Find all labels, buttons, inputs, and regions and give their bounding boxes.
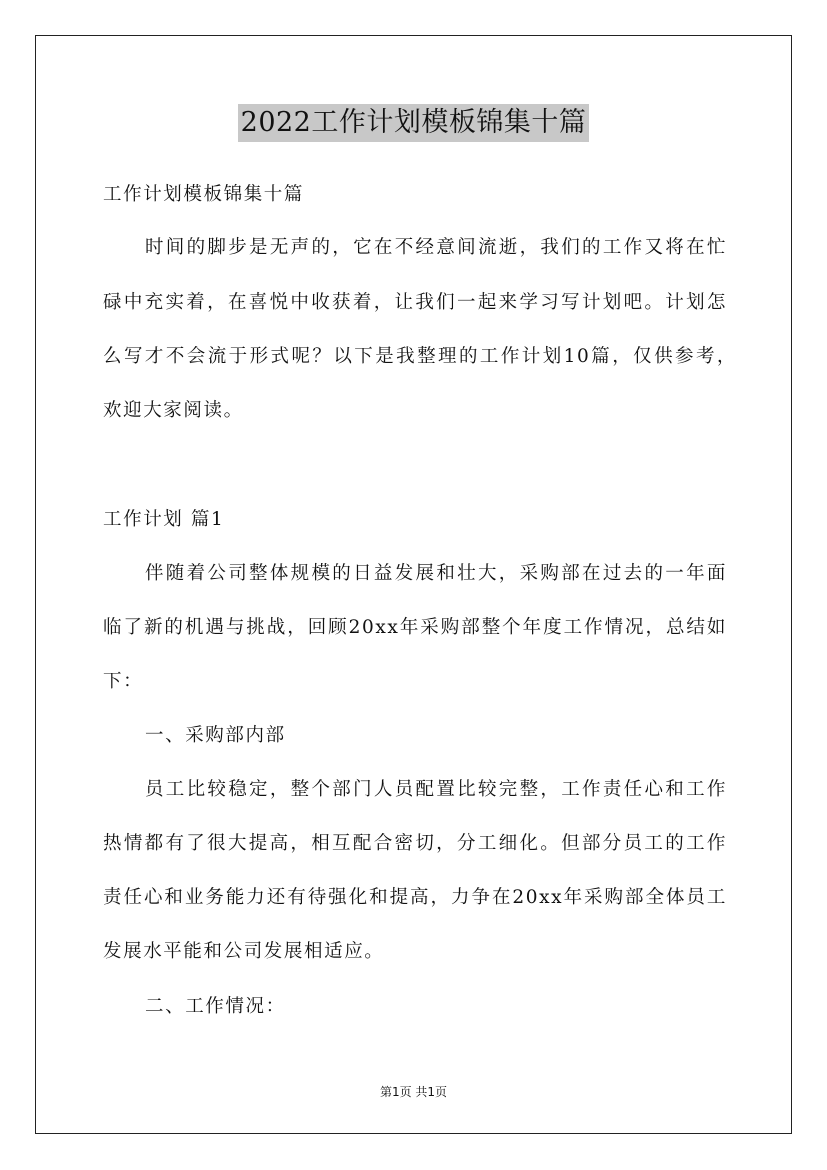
title-wrapper — [0, 104, 827, 142]
para2-line-1: 员工比较稳定，整个部门人员配置比较完整，工作责任心和工作 — [145, 779, 727, 800]
intro-line-4: 欢迎大家阅读。 — [103, 400, 244, 421]
intro-line-2: 碌中充实着，在喜悦中收获着，让我们一起来学习写计划吧。计划怎 — [103, 292, 727, 313]
document-subtitle: 工作计划模板锦集十篇 — [103, 184, 305, 205]
page-footer: 第1页 共1页 — [379, 1085, 448, 1099]
subheading-purchasing-internal: 一、采购部内部 — [145, 725, 286, 746]
para1-line-2: 临了新的机遇与挑战，回顾20xx年采购部整个年度工作情况，总结如 — [103, 617, 727, 638]
para2-line-3: 责任心和业务能力还有待强化和提高，力争在20xx年采购部全体员工 — [103, 887, 727, 908]
para1-line-3: 下： — [103, 671, 144, 692]
para2-line-2: 热情都有了很大提高，相互配合密切，分工细化。但部分员工的工作 — [103, 833, 727, 854]
para1-line-1: 伴随着公司整体规模的日益发展和壮大，采购部在过去的一年面 — [145, 563, 727, 584]
para2-line-4: 发展水平能和公司发展相适应。 — [103, 941, 385, 962]
intro-line-3: 么写才不会流于形式呢？以下是我整理的工作计划10篇，仅供参考， — [103, 346, 737, 367]
intro-line-1: 时间的脚步是无声的，它在不经意间流逝，我们的工作又将在忙 — [145, 237, 727, 258]
document-title: 2022工作计划模板锦集十篇 — [238, 104, 590, 142]
section-heading: 工作计划 篇1 — [103, 509, 225, 530]
subheading-work-status: 二、工作情况： — [145, 996, 286, 1017]
